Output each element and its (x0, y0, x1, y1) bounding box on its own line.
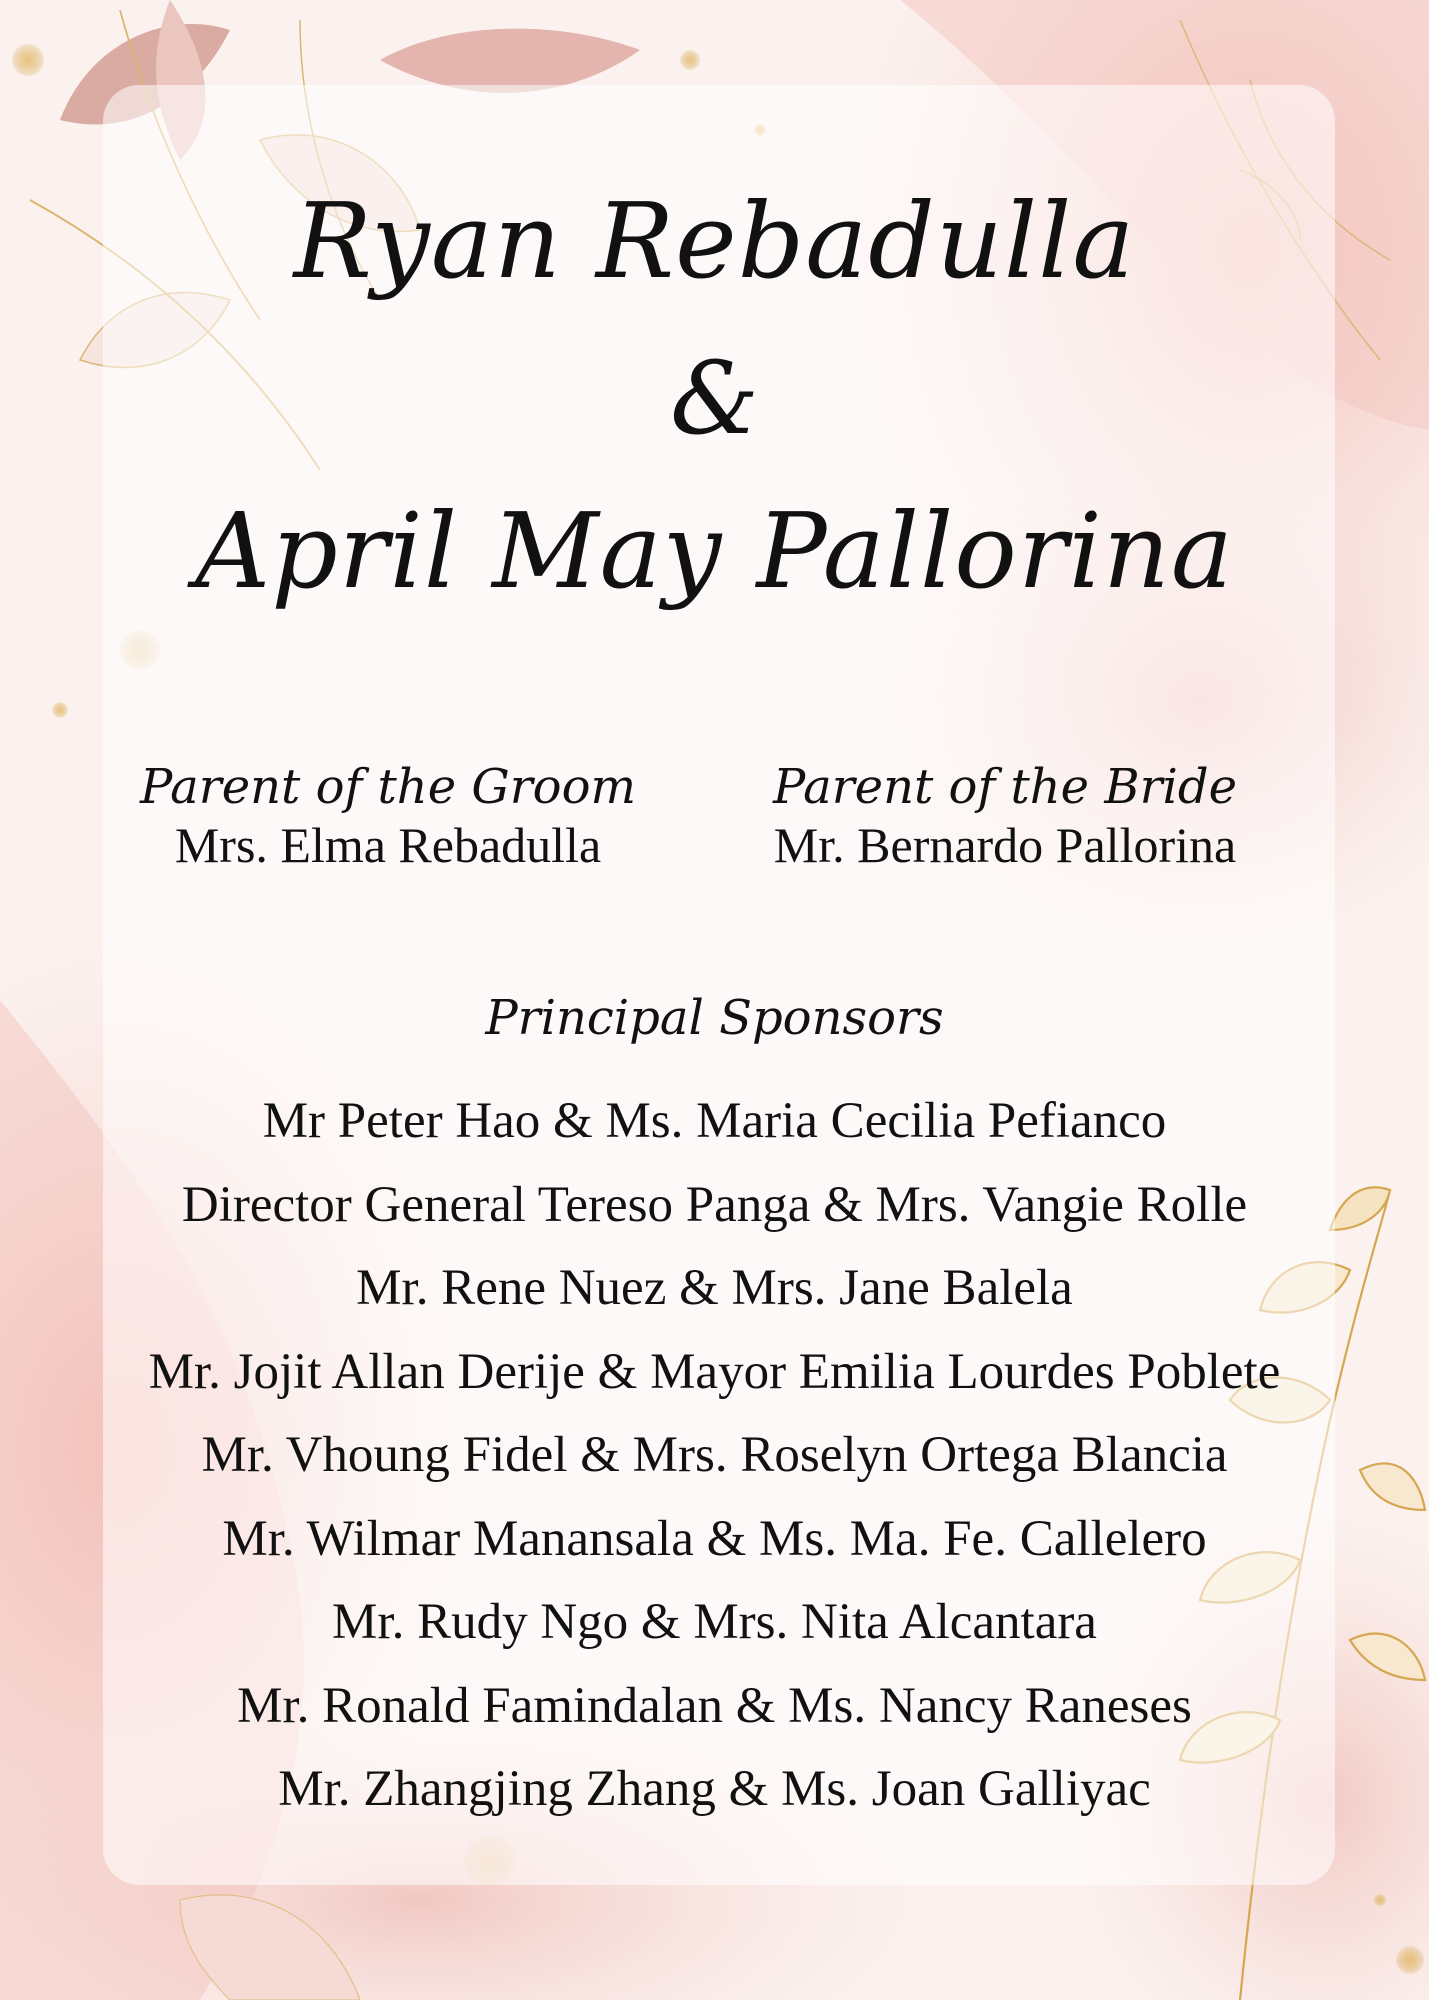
groom-name: Ryan Rebadulla (293, 180, 1136, 302)
sponsor-pair: Mr. Jojit Allan Derije & Mayor Emilia Lourdes Poblete (148, 1343, 1281, 1400)
sponsor-pair: Mr. Vhoung Fidel & Mrs. Roselyn Ortega Blancia (201, 1427, 1228, 1483)
groom-parent-name: Mrs. Elma Rebadulla (174, 817, 602, 873)
sponsor-pair: Director General Tereso Panga & Mrs. Vangie Rolle (181, 1176, 1248, 1233)
groom-parent-block (78, 758, 698, 874)
principal-sponsors-heading: Principal Sponsors (485, 990, 944, 1046)
sponsor-pair: Mr. Zhangjing Zhang & Ms. Joan Galliyac (278, 1761, 1151, 1817)
bride-parent-name: Mr. Bernardo Pallorina (773, 817, 1237, 873)
sponsor-pair: Mr. Ronald Famindalan & Ms. Nancy Raneses (237, 1677, 1192, 1734)
ampersand: & (669, 340, 759, 457)
sponsor-list (0, 1083, 1429, 1835)
bride-parent-label: Parent of the Bride (772, 759, 1238, 815)
bride-name: April May Pallorina (195, 490, 1234, 612)
sponsor-pair: Mr. Rudy Ngo & Mrs. Nita Alcantara (332, 1594, 1097, 1650)
sponsor-pair: Mr. Rene Nuez & Mrs. Jane Balela (356, 1260, 1073, 1316)
groom-parent-label: Parent of the Groom (140, 759, 636, 815)
sponsor-pair: Mr Peter Hao & Ms. Maria Cecilia Pefianco (262, 1093, 1167, 1149)
bride-parent-block (695, 758, 1315, 874)
sponsor-pair: Mr. Wilmar Manansala & Ms. Ma. Fe. Callelero (222, 1510, 1207, 1567)
